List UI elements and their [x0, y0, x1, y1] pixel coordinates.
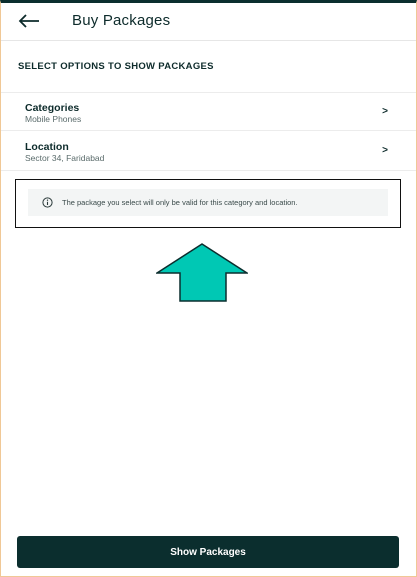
page-title: Buy Packages	[72, 12, 171, 29]
categories-label: Categories	[25, 102, 80, 114]
section-heading: SELECT OPTIONS TO SHOW PACKAGES	[18, 61, 214, 72]
chevron-right-icon: >	[382, 106, 388, 117]
info-notice	[28, 189, 388, 216]
chevron-right-icon: >	[382, 145, 388, 156]
arrow-left-icon	[18, 14, 40, 28]
back-button[interactable]	[15, 9, 43, 33]
location-value: Sector 34, Faridabad	[25, 153, 105, 163]
up-arrow-icon	[156, 243, 248, 303]
categories-value: Mobile Phones	[25, 114, 82, 124]
show-packages-button[interactable]: Show Packages	[17, 536, 399, 568]
info-circle-icon	[42, 197, 53, 208]
info-notice-highlight	[15, 179, 401, 228]
categories-option[interactable]	[1, 92, 416, 131]
location-option[interactable]	[1, 132, 416, 171]
top-app-bar	[1, 3, 416, 41]
info-text: The package you select will only be valid for this category and location.	[62, 198, 298, 207]
location-label: Location	[25, 141, 69, 153]
